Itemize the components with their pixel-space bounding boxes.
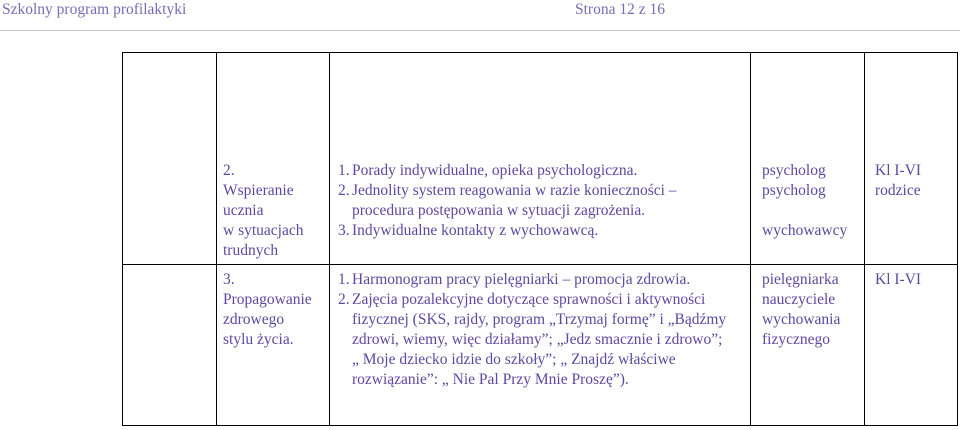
responsible-cell-wsparcie — [762, 161, 862, 241]
area-line: Propagowanie — [223, 291, 312, 308]
target-cell-wsparcie — [875, 161, 955, 201]
responsible-line: wychowawcy — [762, 222, 848, 239]
document-title: Szkolny program profilaktyki — [2, 1, 187, 18]
area-line: zdrowego — [223, 311, 285, 328]
column-divider — [216, 53, 217, 425]
area-line: stylu życia. — [223, 331, 294, 348]
responsible-line: psycholog — [762, 182, 826, 199]
responsible-line: fizycznego — [762, 331, 830, 348]
responsible-cell-zdrowie — [762, 270, 862, 350]
task-item: 1. Porady indywidualne, opieka psychologiczna. — [338, 162, 638, 179]
responsible-line: psycholog — [762, 162, 826, 179]
responsible-line — [762, 201, 862, 221]
column-divider — [750, 53, 751, 425]
area-line: ucznia — [223, 202, 264, 219]
area-line: w sytuacjach — [223, 222, 304, 239]
area-cell-zdrowie — [223, 270, 325, 350]
responsible-line: wychowania — [762, 311, 841, 328]
area-number: 3. — [223, 271, 235, 288]
task-item: 1. Harmonogram pracy pielęgniarki – promocja zdrowia. — [338, 271, 691, 288]
target-line: Kl I-VI — [875, 162, 922, 179]
task-item: 2. Jednolity system reagowania w razie konieczności – procedura postępowania w sytuacji zagrożenia. — [338, 182, 677, 219]
page-number: Strona 12 z 16 — [575, 1, 665, 18]
tasks-cell-zdrowie — [338, 270, 730, 390]
area-line: trudnych — [223, 242, 279, 259]
target-line: rodzice — [875, 182, 921, 199]
row-divider — [123, 264, 957, 265]
task-item: 2. Zajęcia pozalekcyjne dotyczące sprawności i aktywności fizycznej (SKS, rajdy, program „Trzymaj formę” i „Bądźmy zdrowi, wiemy, więc działamy”; „Jedz smacznie i zdrowo”; „ Moje dziecko idzie do szkoły”; „ Znajdź właściwe rozwiązanie”: „ Nie Pal Przy Mnie Proszę”). — [338, 291, 727, 388]
task-item: 3. Indywidualne kontakty z wychowawcą. — [338, 222, 599, 239]
area-cell-wsparcie — [223, 161, 325, 261]
page-header — [0, 0, 960, 31]
area-line: Wspieranie — [223, 182, 294, 199]
target-cell-zdrowie — [875, 270, 955, 290]
column-divider — [329, 53, 330, 425]
program-table — [122, 52, 958, 426]
column-divider — [864, 53, 865, 425]
target-line: Kl I-VI — [875, 271, 922, 288]
tasks-cell-wsparcie — [338, 161, 742, 241]
responsible-line: pielęgniarka — [762, 271, 839, 288]
area-number: 2. — [223, 162, 235, 179]
responsible-line: nauczyciele — [762, 291, 836, 308]
